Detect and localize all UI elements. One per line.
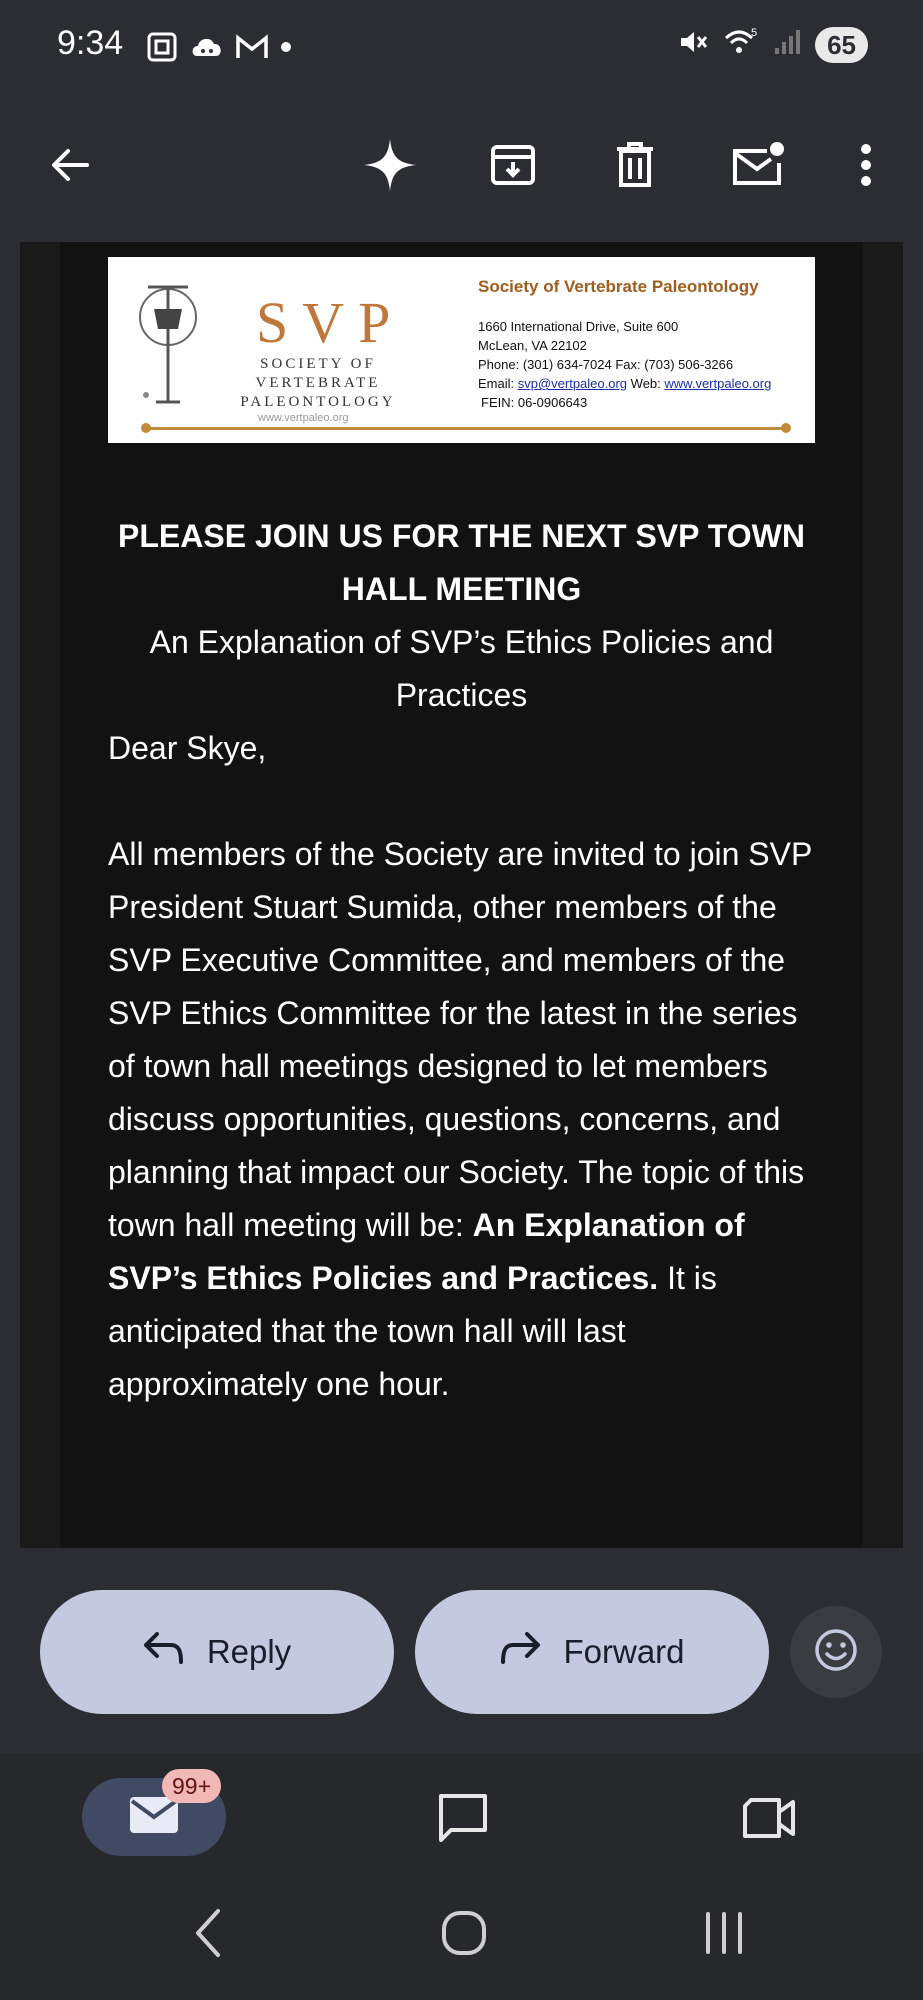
nav-meet[interactable] — [734, 1785, 804, 1855]
logo-text: SVP — [256, 290, 405, 355]
status-bar — [0, 0, 923, 95]
mark-unread-icon[interactable] — [718, 125, 798, 205]
nav-chat[interactable] — [428, 1785, 498, 1855]
emoji-reaction-button[interactable] — [790, 1606, 882, 1698]
smiley-icon — [813, 1627, 859, 1678]
email-body-frame[interactable] — [20, 242, 903, 1548]
reply-label: Reply — [206, 1633, 292, 1670]
email-link[interactable]: svp@vertpaleo.org — [517, 376, 628, 391]
status-system-icons — [677, 26, 868, 63]
meet-video-icon — [741, 1796, 797, 1845]
phone-fax: Phone: (301) 634-7024 Fax: (703) 506-3266 — [478, 357, 734, 372]
system-home-icon[interactable] — [434, 1903, 494, 1963]
forward-icon — [499, 1630, 541, 1674]
email-web-line — [478, 374, 771, 393]
screenshot-icon — [145, 30, 179, 69]
signal-icon — [773, 26, 801, 63]
email-subheading: An Explanation of SVP’s Ethics Policies and Practices — [149, 624, 774, 713]
logo-subtitle-line-3: PALEONTOLOGY — [240, 394, 396, 410]
svp-letterhead — [108, 257, 815, 443]
email-heading: PLEASE JOIN US FOR THE NEXT SVP TOWN HALL MEETING — [118, 518, 805, 607]
game-cloud-icon — [189, 30, 225, 69]
fein: FEIN: 06-0906643 — [481, 395, 588, 410]
logo-url: www.vertpaleo.org — [258, 412, 349, 424]
paragraph-bold-topic: An Explanation of SVP’s Ethics Policies and Practices. — [108, 1207, 745, 1296]
paragraph-text: All members of the Society are invited to join SVP President Stuart Sumida, other members of the SVP Executive Committee, and members of the SVP Ethics Committee for the latest in the series of town hall meetings designed to let members discuss opportunities, questions, concerns, and planning that impact our Society. The topic of this town hall meeting will be: — [108, 836, 812, 1243]
paragraph-text-end: It is anticipated that the town hall will last approximately one hour. — [108, 1260, 717, 1402]
dot-icon — [279, 30, 293, 69]
letterhead-divider — [145, 427, 785, 430]
reply-action-bar — [0, 1548, 923, 1753]
web-link[interactable]: www.vertpaleo.org — [664, 376, 772, 391]
divider-dot-right — [781, 423, 791, 433]
mail-unread-badge: 99+ — [162, 1769, 221, 1803]
address-line-1: 1660 International Drive, Suite 600 — [478, 319, 679, 334]
svp-logo — [138, 277, 405, 424]
archive-icon[interactable] — [473, 125, 553, 205]
system-recents-icon[interactable] — [694, 1903, 754, 1963]
back-arrow-icon[interactable] — [30, 125, 110, 205]
wifi-icon — [723, 26, 759, 63]
logo-subtitle — [228, 355, 408, 412]
gmail-icon — [235, 30, 269, 69]
system-navigation-bar — [0, 1863, 923, 2000]
logo-subtitle-line-1: SOCIETY OF — [260, 356, 376, 372]
reply-icon — [143, 1630, 185, 1674]
mute-icon — [677, 26, 709, 63]
gemini-sparkle-icon[interactable] — [350, 125, 430, 205]
status-notification-icons — [145, 30, 293, 69]
delete-icon[interactable] — [595, 125, 675, 205]
chat-icon — [437, 1792, 489, 1849]
status-time: 9:34 — [57, 24, 124, 62]
org-name: Society of Vertebrate Paleontology — [478, 277, 759, 296]
email-label: Email: — [478, 376, 518, 391]
more-vert-icon[interactable] — [826, 125, 906, 205]
org-contact-info — [478, 317, 771, 412]
address-line-2: McLean, VA 22102 — [478, 338, 587, 353]
forward-label: Forward — [563, 1633, 685, 1670]
divider-dot-left — [141, 423, 151, 433]
email-paragraph — [108, 828, 828, 1411]
reply-button[interactable] — [40, 1590, 394, 1714]
bottom-navigation — [0, 1753, 923, 1863]
battery-level: 65 — [815, 27, 868, 63]
forward-button[interactable] — [415, 1590, 769, 1714]
email-toolbar — [0, 95, 923, 240]
logo-subtitle-line-2: VERTEBRATE — [255, 375, 381, 391]
email-greeting: Dear Skye, — [108, 730, 267, 766]
web-label: Web: — [627, 376, 665, 391]
svg-text:5: 5 — [751, 27, 758, 39]
system-back-icon[interactable] — [178, 1903, 238, 1963]
